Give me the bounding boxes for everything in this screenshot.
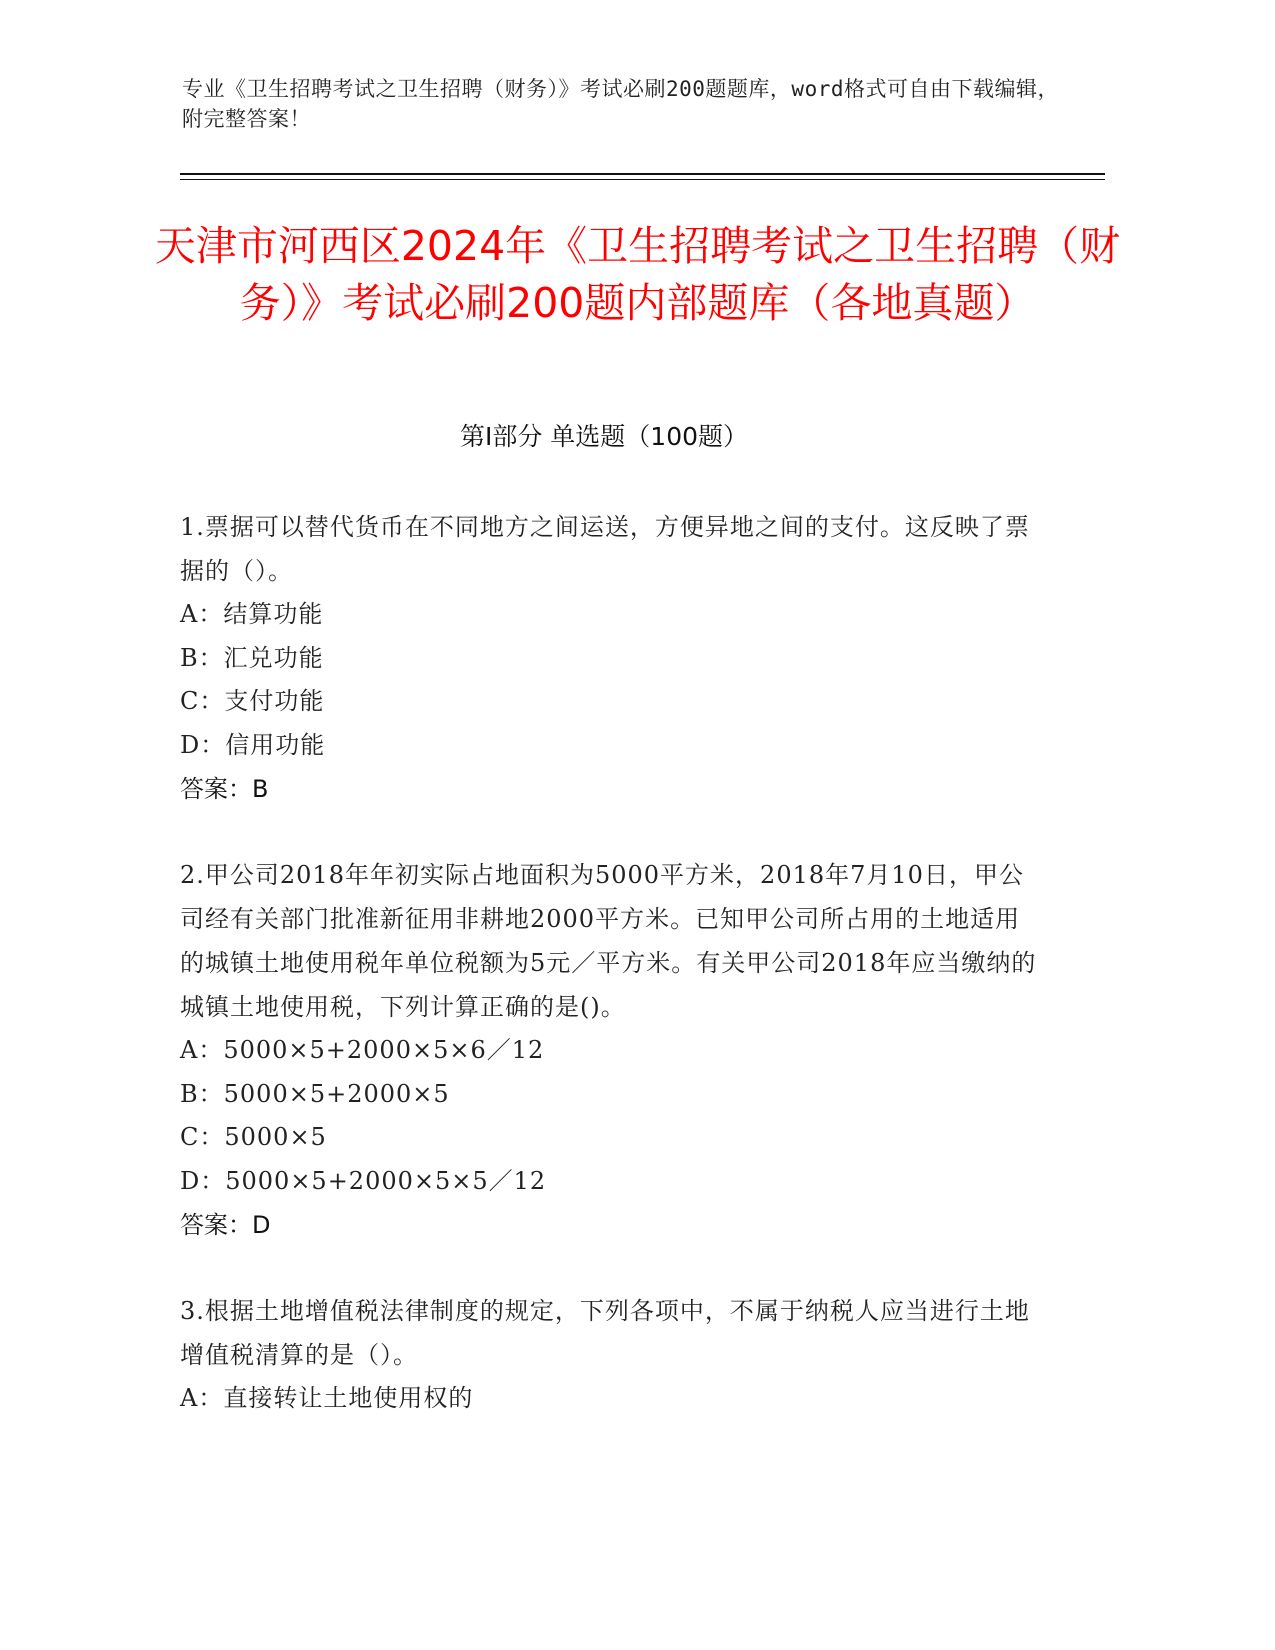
question-stem: 3.根据土地增值税法律制度的规定，下列各项中，不属于纳税人应当进行土地增值税清算的是（）。	[180, 1297, 1030, 1369]
question-stem: 1.票据可以替代货币在不同地方之间运送，方便异地之间的支付。这反映了票据的（）。	[180, 513, 1030, 585]
header-note: 专业《卫生招聘考试之卫生招聘（财务）》考试必刷200题题库，word格式可自由下载编辑，附完整答案！	[182, 77, 1059, 131]
answer-line: 答案：D	[180, 1211, 271, 1239]
header-divider-thick	[180, 173, 1105, 175]
option-c: C：支付功能	[180, 687, 325, 715]
question-2	[180, 853, 1040, 1247]
header-divider-thin	[180, 179, 1105, 180]
option-a: A：5000×5+2000×5×6／12	[180, 1036, 545, 1064]
answer-line: 答案：B	[180, 775, 269, 803]
option-b: B：5000×5+2000×5	[180, 1079, 450, 1108]
section-heading: 第Ⅰ部分 单选题（100题）	[459, 422, 749, 451]
option-a: A：结算功能	[180, 600, 324, 628]
question-3	[180, 1289, 1040, 1421]
option-d: D：5000×5+2000×5×5／12	[180, 1166, 547, 1195]
option-c: C：5000×5	[180, 1123, 327, 1151]
option-a: A：直接转让土地使用权的	[180, 1384, 474, 1412]
option-b: B：汇兑功能	[180, 643, 324, 672]
question-list	[180, 505, 1040, 1463]
question-stem: 2.甲公司2018年年初实际占地面积为5000平方米，2018年7月10日，甲公司经有关部门批准新征用非耕地2000平方米。已知甲公司所占用的土地适用的城镇土地使用税年单位税额为5元／平方米。有关甲公司2018年应当缴纳的城镇土地使用税，下列计算正确的是()。	[180, 861, 1037, 1021]
question-1	[180, 505, 1040, 811]
document-title: 天津市河西区2024年《卫生招聘考试之卫生招聘（财务）》考试必刷200题内部题库（各地真题）	[154, 222, 1121, 327]
option-d: D：信用功能	[180, 730, 326, 759]
